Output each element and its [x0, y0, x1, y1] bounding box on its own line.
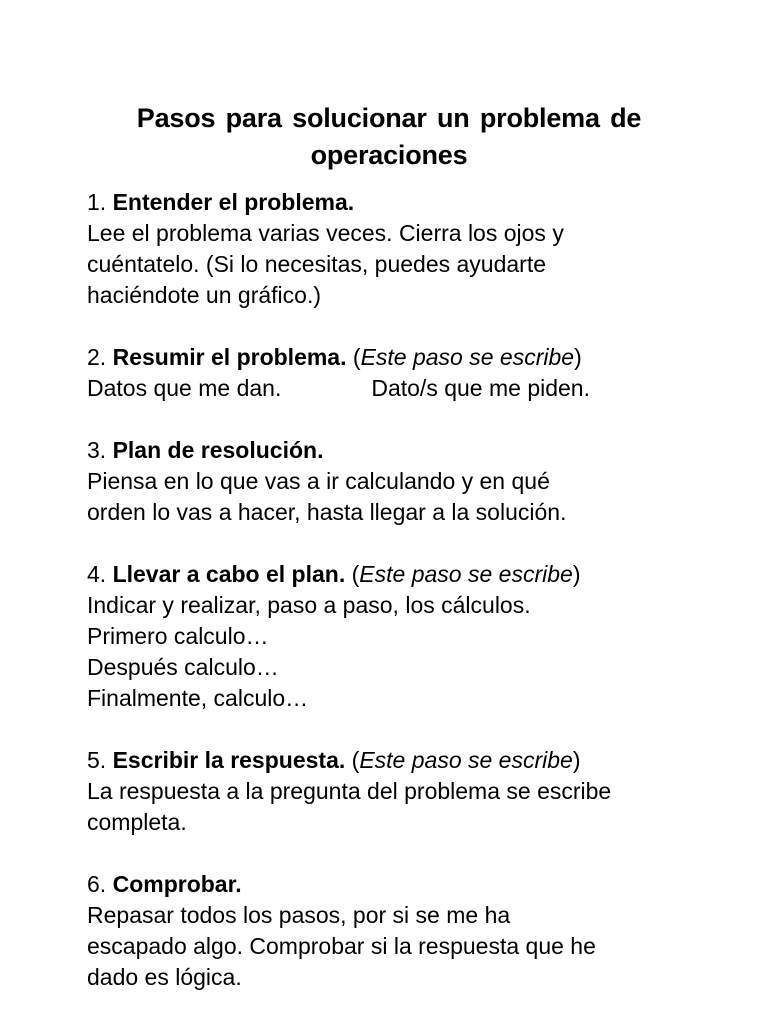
steps-list [87, 187, 727, 1024]
step-text-line: Indicar y realizar, paso a paso, los cálculos. [87, 592, 531, 618]
step-number: 5 [87, 747, 100, 773]
step-text-line: Primero calculo… [87, 623, 269, 649]
step-text-line: Repasar todos los pasos, por si se me ha [87, 902, 511, 928]
step-heading: 3. Plan de resolución. [87, 437, 324, 463]
step-title: Resumir el problema. [112, 344, 347, 370]
step-3 [87, 435, 727, 528]
step-note: Este paso se escribe [360, 344, 575, 370]
step-text-line: Piensa en lo que vas a ir calculando y en qué [87, 468, 550, 494]
step-number: 6 [87, 871, 100, 897]
step-text-line: Después calculo… [87, 654, 279, 680]
step-2 [87, 342, 727, 404]
step-title: Comprobar. [112, 871, 242, 897]
step-text-line: cuéntatelo. (Si lo necesitas, puedes ayudarte [87, 251, 547, 277]
data-asked-label: Dato/s que me piden. [371, 375, 590, 401]
page-title [60, 100, 718, 174]
step-4 [87, 559, 727, 714]
step-text-line: La respuesta a la pregunta del problema se escribe [87, 778, 612, 804]
title-line-1: Pasos para solucionar un problema de [136, 103, 642, 133]
step-text-line: escapado algo. Comprobar si la respuesta que he [87, 933, 596, 959]
step-6 [87, 869, 727, 993]
step-heading: 4. Llevar a cabo el plan. (Este paso se escribe) [87, 561, 581, 587]
step-heading: 2. Resumir el problema. (Este paso se escribe) [87, 344, 582, 370]
step-text-line: completa. [87, 809, 187, 835]
step-note: Este paso se escribe [359, 747, 573, 773]
step-heading: 6. Comprobar. [87, 871, 242, 897]
step-heading: 1. Entender el problema. [87, 189, 355, 215]
step-text-line: dado es lógica. [87, 964, 242, 990]
step-text-line: haciéndote un gráfico.) [87, 282, 321, 308]
step-text-line: Lee el problema varias veces. Cierra los ojos y [87, 220, 564, 246]
data-given-label: Datos que me dan. [87, 375, 282, 401]
step-title: Escribir la respuesta. [112, 747, 346, 773]
step-1 [87, 187, 727, 311]
step-number: 1 [87, 189, 100, 215]
step-5 [87, 745, 727, 838]
step-text-line: orden lo vas a hacer, hasta llegar a la solución. [87, 499, 567, 525]
step-title: Entender el problema. [112, 189, 355, 215]
step-title: Llevar a cabo el plan. [112, 561, 346, 587]
step-note: Este paso se escribe [359, 561, 573, 587]
step-number: 2 [87, 344, 100, 370]
step-number: 3 [87, 437, 100, 463]
step-columns [87, 373, 727, 404]
step-text-line: Finalmente, calculo… [87, 685, 309, 711]
step-title: Plan de resolución. [112, 437, 324, 463]
step-heading: 5. Escribir la respuesta. (Este paso se escribe) [87, 747, 581, 773]
title-line-2: operaciones [310, 140, 468, 170]
step-number: 4 [87, 561, 100, 587]
